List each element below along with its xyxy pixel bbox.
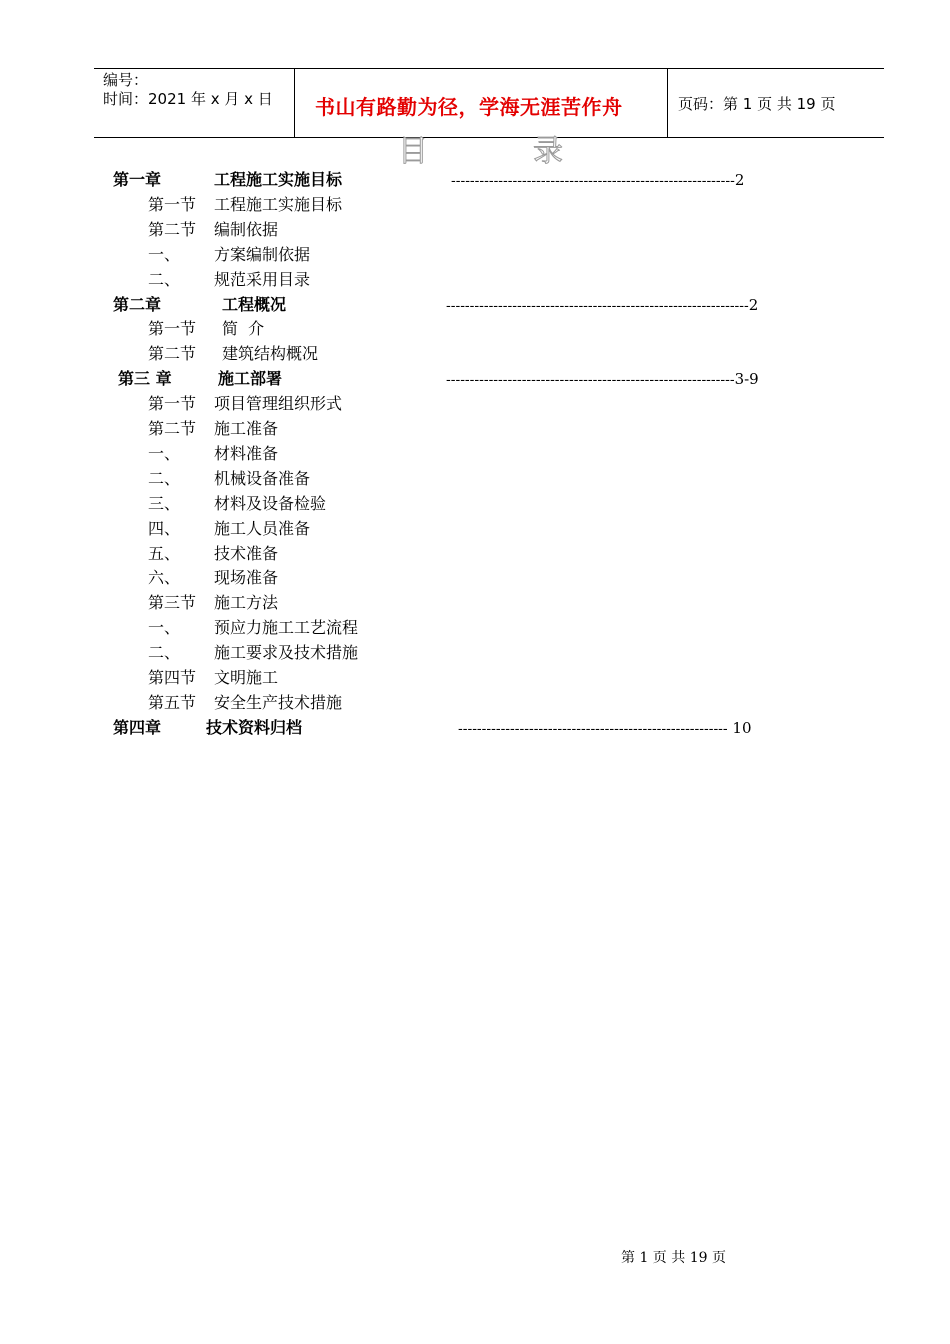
toc-leader-dashes: ---------------------------------------------------------------- xyxy=(446,298,749,314)
toc-section-number: 第二节 xyxy=(148,220,197,239)
toc-section-title: 施工准备 xyxy=(214,419,279,438)
toc-item-number: 二、 xyxy=(148,270,181,289)
toc-chapter-number: 第二章 xyxy=(113,295,162,314)
toc-item-number: 一、 xyxy=(148,444,181,463)
toc-chapter-leader xyxy=(446,368,807,390)
toc-section-title: 工程施工实施目标 xyxy=(214,195,343,214)
document-number-label: 编号： xyxy=(103,71,149,89)
toc-item-number: 五、 xyxy=(148,544,181,563)
toc-chapter-title: 工程概况 xyxy=(222,295,287,314)
toc-section-number: 第四节 xyxy=(148,668,197,687)
toc-section-number: 第一节 xyxy=(148,319,197,338)
toc-item-title: 规范采用目录 xyxy=(214,270,311,289)
toc-item-title: 预应力施工工艺流程 xyxy=(214,618,359,637)
toc-section-title: 编制依据 xyxy=(214,220,279,239)
toc-item-number: 二、 xyxy=(148,643,181,662)
document-time-label: 时间：2021 年 x 月 x 日 xyxy=(103,90,273,108)
toc-chapter-leader xyxy=(451,169,797,191)
toc-section-number: 第二节 xyxy=(148,419,197,438)
toc-item-title: 施工人员准备 xyxy=(214,519,311,538)
header-page-label: 页码：第 1 页 共 19 页 xyxy=(678,95,836,113)
toc-item-number: 六、 xyxy=(148,568,181,587)
toc-item-number: 二、 xyxy=(148,469,181,488)
toc-chapter-page: 10 xyxy=(727,719,752,737)
toc-chapter-number: 第四章 xyxy=(113,718,162,737)
toc-section-title: 文明施工 xyxy=(214,668,279,687)
toc-item-number: 四、 xyxy=(148,519,181,538)
toc-item-title: 现场准备 xyxy=(214,568,279,587)
toc-item-number: 三、 xyxy=(148,494,181,513)
toc-section-number: 第三节 xyxy=(148,593,197,612)
toc-section-title: 简 介 xyxy=(222,319,265,338)
toc-chapter-title: 施工部署 xyxy=(218,369,283,388)
toc-section-number: 第五节 xyxy=(148,693,197,712)
toc-item-number: 一、 xyxy=(148,618,181,637)
toc-leader-dashes: ------------------------------------------------------------- xyxy=(446,372,735,388)
toc-section-title: 建筑结构概况 xyxy=(222,344,319,363)
toc-heading-char-2: 录 xyxy=(533,134,563,169)
toc-section-number: 第一节 xyxy=(148,195,197,214)
toc-item-title: 技术准备 xyxy=(214,544,279,563)
toc-section-title: 施工方法 xyxy=(214,593,279,612)
toc-leader-dashes: --------------------------------------------------------- xyxy=(458,721,728,737)
toc-item-title: 材料准备 xyxy=(214,444,279,463)
toc-chapter-leader xyxy=(446,294,809,316)
toc-heading xyxy=(0,126,950,169)
toc-item-title: 方案编制依据 xyxy=(214,245,311,264)
toc-leader-dashes: ------------------------------------------------------------ xyxy=(451,173,735,189)
header-motto: 书山有路勤为径，学海无涯苦作舟 xyxy=(315,95,623,119)
toc-section-title: 安全生产技术措施 xyxy=(214,693,343,712)
toc-chapter-title: 技术资料归档 xyxy=(206,718,303,737)
toc-item-title: 机械设备准备 xyxy=(214,469,311,488)
toc-section-title: 项目管理组织形式 xyxy=(214,394,343,413)
toc-item-number: 一、 xyxy=(148,245,181,264)
toc-item-title: 施工要求及技术措施 xyxy=(214,643,359,662)
page-footer: 第 1 页 共 19 页 xyxy=(621,1250,726,1266)
toc-chapter-leader xyxy=(458,717,803,739)
toc-chapter-number: 第三 章 xyxy=(118,369,172,388)
toc-chapter-page: 3-9 xyxy=(734,370,759,388)
toc-section-number: 第一节 xyxy=(148,394,197,413)
toc-chapter-number: 第一章 xyxy=(113,170,162,189)
toc-item-title: 材料及设备检验 xyxy=(214,494,327,513)
toc-heading-char-1: 目 xyxy=(398,134,428,169)
toc-chapter-title: 工程施工实施目标 xyxy=(214,170,343,189)
toc-chapter-page: 2 xyxy=(734,171,745,189)
toc-section-number: 第二节 xyxy=(148,344,197,363)
toc-chapter-page: 2 xyxy=(748,296,759,314)
